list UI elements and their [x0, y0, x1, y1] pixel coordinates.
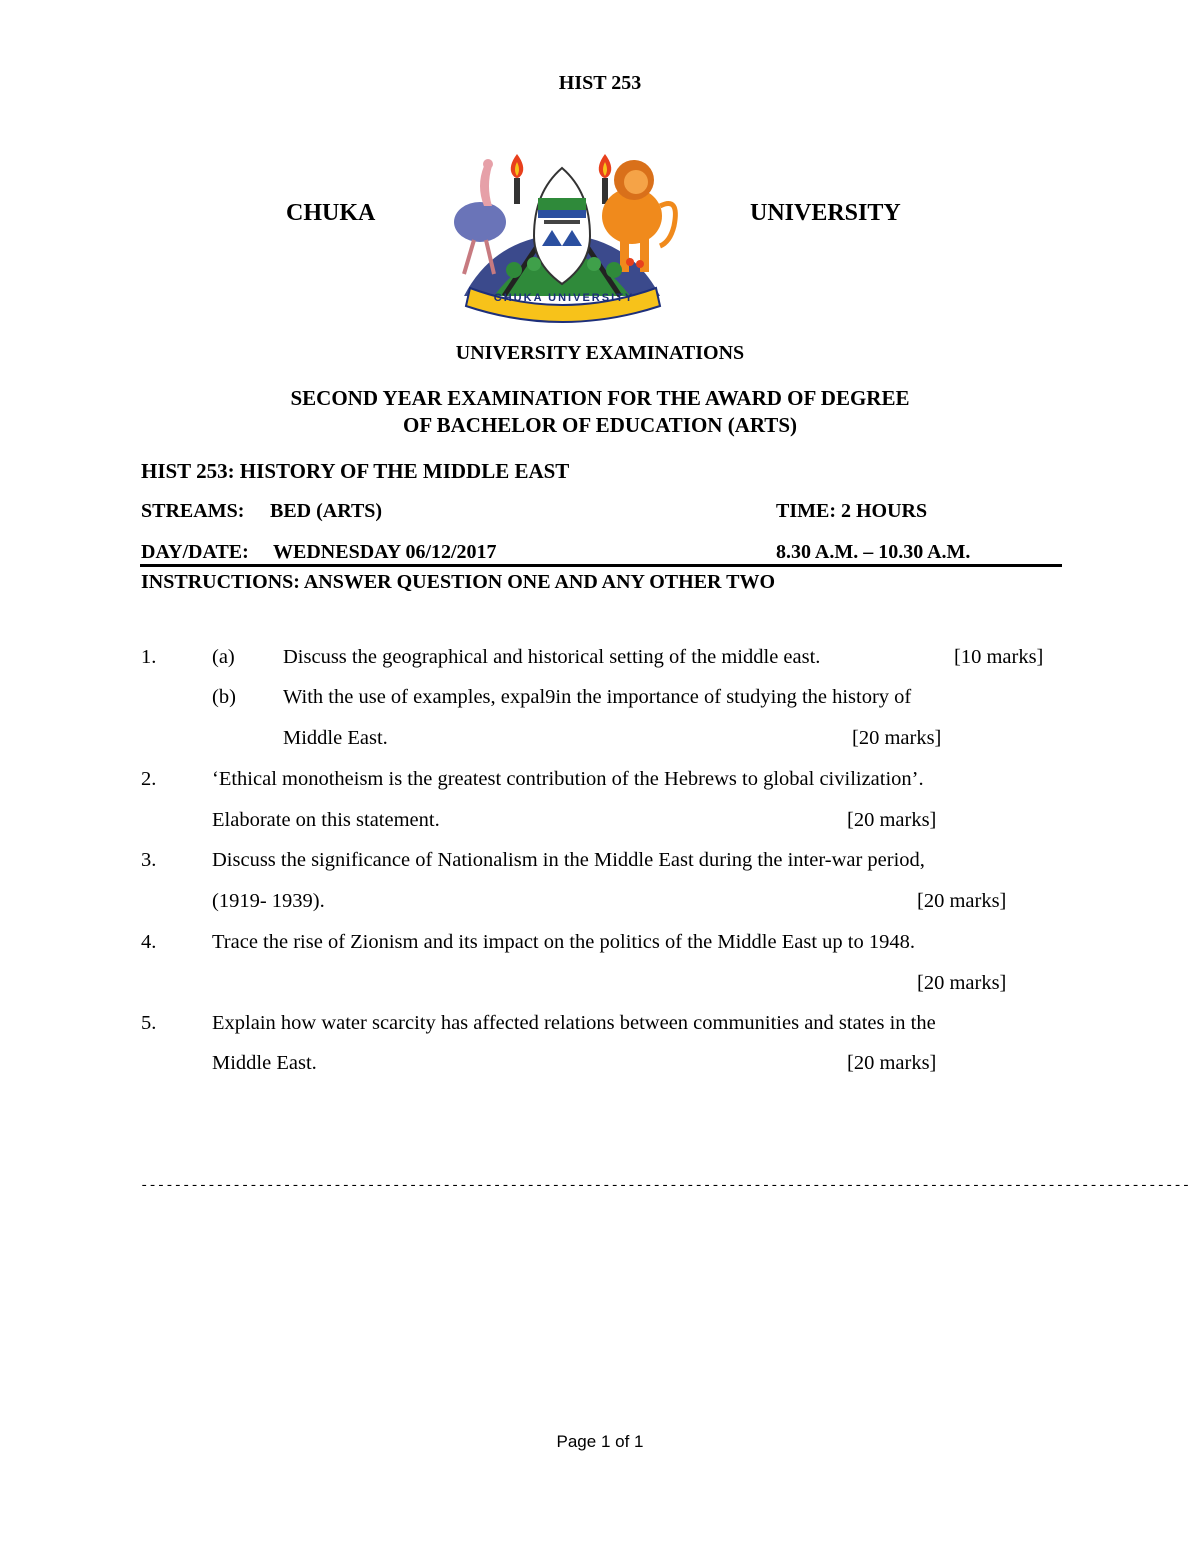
exam-duration: TIME: 2 HOURS	[776, 500, 928, 522]
exam-time-range: 8.30 A.M. – 10.30 A.M.	[776, 541, 971, 563]
question-marks: [20 marks]	[847, 1052, 937, 1074]
exam-title-line2: OF BACHELOR OF EDUCATION (ARTS)	[402, 413, 797, 437]
question-number: 5.	[141, 1012, 157, 1034]
question-number: 2.	[141, 768, 157, 790]
university-logo	[434, 146, 690, 318]
header-divider	[140, 564, 1062, 567]
question-number: 1.	[141, 646, 157, 668]
question-text: Middle East.	[212, 1052, 317, 1074]
date-value: WEDNESDAY 06/12/2017	[273, 541, 497, 563]
exam-category: UNIVERSITY EXAMINATIONS	[455, 342, 745, 364]
question-marks: [20 marks]	[852, 727, 942, 749]
question-text: Discuss the geographical and historical setting of the middle east.	[283, 646, 821, 668]
question-text: With the use of examples, expal9in the importance of studying the history of	[283, 686, 912, 708]
question-part-label: (a)	[212, 646, 235, 668]
end-divider: -----------------------------------------------------------------------------------------------------------------------------	[140, 1178, 1191, 1194]
question-text: Middle East.	[283, 727, 388, 749]
question-marks: [20 marks]	[847, 809, 937, 831]
streams-value: BED (ARTS)	[270, 500, 383, 522]
university-name-left: CHUKA	[286, 200, 376, 226]
question-text: Explain how water scarcity has affected relations between communities and states in the	[212, 1012, 936, 1034]
question-number: 3.	[141, 849, 157, 871]
question-marks: [20 marks]	[917, 890, 1007, 912]
university-name-right: UNIVERSITY	[750, 200, 901, 226]
exam-title-line1: SECOND YEAR EXAMINATION FOR THE AWARD OF DEGREE	[290, 386, 910, 410]
question-text: Trace the rise of Zionism and its impact on the politics of the Middle East up to 1948.	[212, 931, 915, 953]
question-marks: [10 marks]	[954, 646, 1044, 668]
logo-ribbon-text: CHUKA UNIVERSITY	[493, 292, 635, 304]
streams-label: STREAMS:	[141, 500, 245, 522]
question-part-label: (b)	[212, 686, 236, 708]
question-text: Discuss the significance of Nationalism in the Middle East during the inter-war period,	[212, 849, 925, 871]
question-text: Elaborate on this statement.	[212, 809, 440, 831]
instructions: INSTRUCTIONS: ANSWER QUESTION ONE AND ANY OTHER TWO	[141, 571, 776, 593]
course-code-header: HIST 253	[558, 72, 642, 94]
question-marks: [20 marks]	[917, 972, 1007, 994]
date-label: DAY/DATE:	[141, 541, 249, 563]
course-title: HIST 253: HISTORY OF THE MIDDLE EAST	[141, 459, 570, 483]
question-text: ‘Ethical monotheism is the greatest contribution of the Hebrews to global civilization’.	[212, 768, 924, 790]
question-text: (1919- 1939).	[212, 890, 325, 912]
page-number: Page 1 of 1	[556, 1432, 644, 1451]
question-number: 4.	[141, 931, 157, 953]
